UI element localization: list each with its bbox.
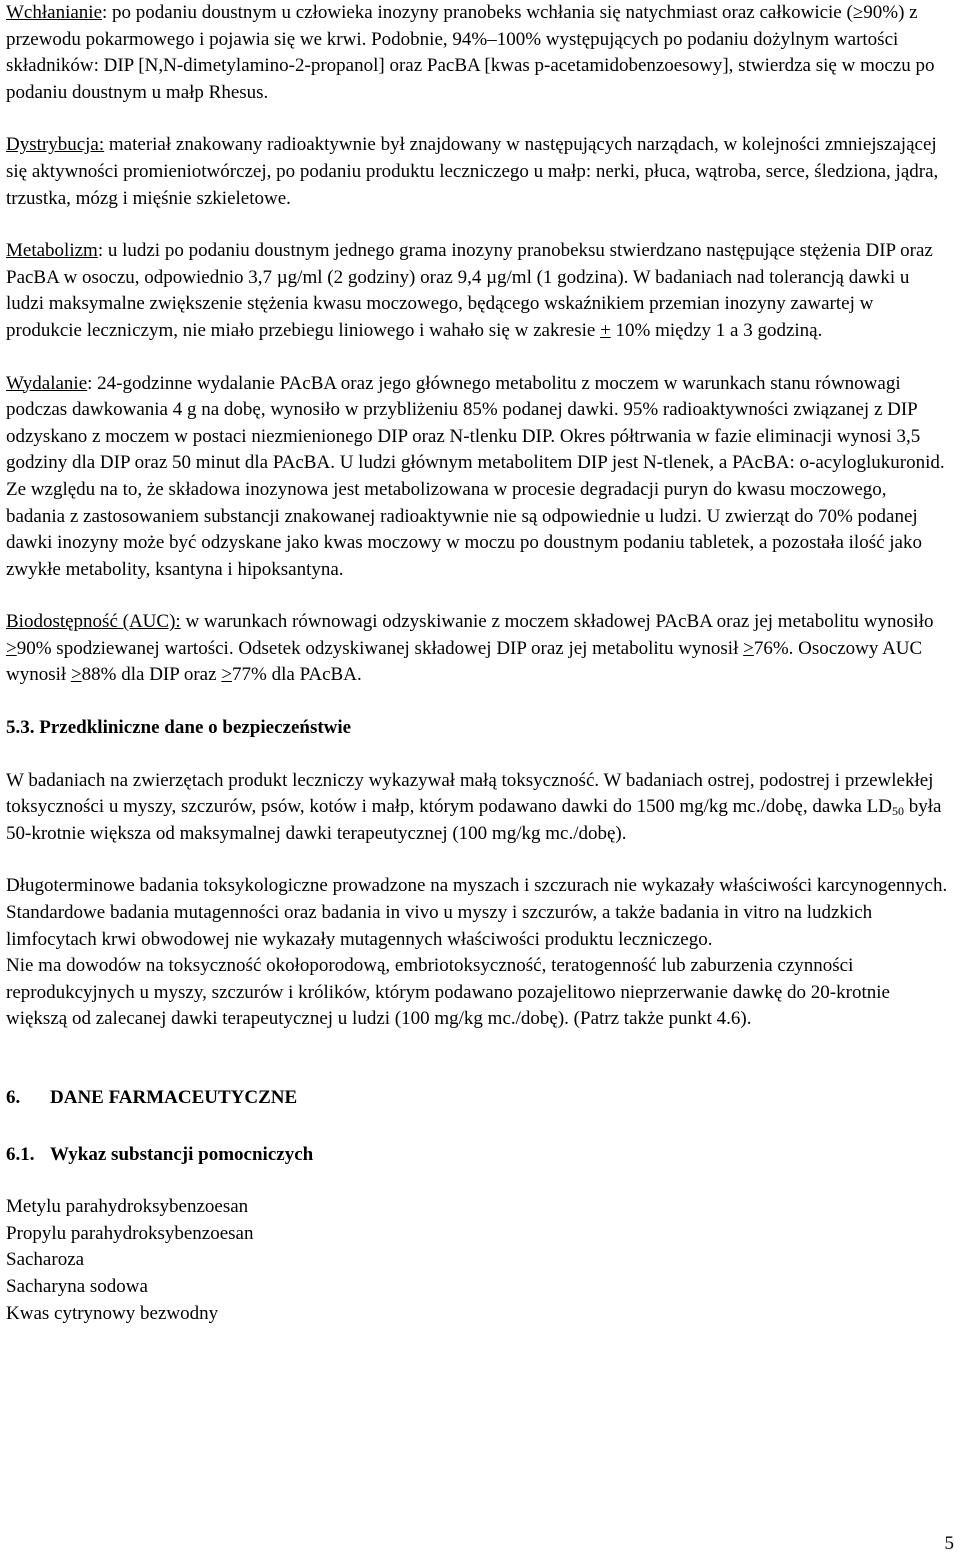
text-wchlanianie-1: : po podaniu doustnym u człowieka inozyny pranobeks wchłania się natychmiast oraz całkowicie (: [102, 2, 853, 23]
heading-6: [6, 1085, 948, 1112]
heading-6-1: [6, 1142, 948, 1169]
ge-symbol-3: >: [70, 664, 82, 686]
paragraph-wydalanie: [6, 371, 948, 584]
paragraph-biodostepnosc: [6, 609, 948, 689]
plus-minus-symbol: +: [600, 319, 611, 341]
text-metabolizm-2: 10% między 1 a 3 godziną.: [610, 319, 823, 341]
paragraph-5-3-mutagenicity: Standardowe badania mutagenności oraz badania in vivo u myszy i szczurów, a także badania in vitro na ludzkich limfocytach krwi obwodowej nie wykazały mutagennych właściwości produktu leczniczego.: [6, 902, 873, 950]
paragraph-dystrybucja: [6, 132, 948, 212]
list-item: Metylu parahydroksybenzoesan: [6, 1196, 249, 1218]
text-biodostepnosc-1: w warunkach równowagi odzyskiwanie z moczem składowej PAcBA oraz jej metabolitu wynosiło: [180, 611, 934, 633]
document-page: [6, 0, 948, 1327]
label-metabolizm: Metabolizm: [6, 240, 98, 262]
list-item: Propylu parahydroksybenzoesan: [6, 1222, 254, 1244]
text-biodostepnosc-4: 88% dla DIP oraz: [81, 664, 222, 686]
page-number: 5: [944, 1533, 954, 1554]
text-5-3-p1-a: W badaniach na zwierzętach produkt leczniczy wykazywał małą toksyczność. W badaniach ostrej, podostrej i przewlekłej toksyczności u myszy, szczurów, psów, kotów i małp, którym podawano dawki do 1500 mg/kg mc./dobę, dawka LD: [6, 769, 934, 818]
paragraph-metabolizm: [6, 238, 948, 344]
heading-6-title: DANE FARMACEUTYCZNE: [50, 1087, 298, 1108]
ge-symbol-2: >: [743, 637, 754, 659]
paragraph-5-3-carcinogenicity: Długoterminowe badania toksykologiczne prowadzone na myszach i szczurach nie wykazały właściwości karcynogennych.: [6, 875, 948, 897]
label-dystrybucja: Dystrybucja:: [6, 134, 105, 156]
text-metabolizm-1: : u ludzi po podaniu doustnym jednego grama inozyny pranobeksu stwierdzano następujące stężenia DIP oraz PacBA w osoczu, odpowiednio 3,7 µg/ml (2 godziny) oraz 9,4 µg/ml (1 godzina). W badaniach nad tolerancją dawki u ludzi maksymalne zwiększenie stężenia kwasu moczowego, będącego wskaźnikiem przemian inozyny zawartej w produkcie leczniczym, nie miało przebiegu liniowego i wahało się w zakresie: [6, 240, 933, 341]
list-item: Sacharyna sodowa: [6, 1275, 148, 1297]
heading-6-number: 6.: [6, 1087, 21, 1108]
label-biodostepnosc: Biodostępność (AUC):: [6, 611, 181, 633]
text-wchlanianie-2: 90%) z przewodu pokarmowego i pojawia się we krwi. Podobnie, 94%–100% występujących po podaniu dożylnym wartości składników: DIP [N,N-dimetylamino-2-propanol] oraz PacBA [kwas p-acetamidobenzoesowy], stwierdza się w moczu po podaniu doustnym u małp Rhesus.: [6, 2, 935, 103]
ld-subscript: 50: [891, 804, 904, 819]
text-biodostepnosc-5: 77% dla PAcBA.: [232, 664, 362, 686]
ge-symbol-1: >: [6, 637, 17, 659]
label-wydalanie: Wydalanie: [6, 372, 88, 394]
excipients-list: [6, 1194, 948, 1327]
heading-6-1-title: Wykaz substancji pomocniczych: [50, 1143, 314, 1165]
list-item: Kwas cytrynowy bezwodny: [6, 1302, 219, 1324]
ge-symbol: ≥: [852, 2, 864, 23]
list-item: Sacharoza: [6, 1249, 85, 1271]
text-biodostepnosc-2: 90% spodziewanej wartości. Odsetek odzyskiwanej składowej DIP oraz jej metabolitu wynosił: [16, 637, 744, 659]
text-biodostepnosc-3: 76%. Osoczowy AUC wynosił: [6, 637, 923, 686]
paragraph-5-3-reproductive: Nie ma dowodów na toksyczność okołoporodową, embriotoksyczność, teratogenność lub zaburzenia czynności reprodukcyjnych u myszy, szczurów i królików, którym podawano pozajelitowo nieprzerwanie dawkę do 20-krotnie większą od zalecanej dawki terapeutycznej u ludzi (100 mg/kg mc./dobę). (Patrz także punkt 4.6).: [6, 955, 890, 1030]
paragraph-5-3-toxicity: [6, 768, 948, 848]
text-5-3-p1-b: była 50-krotnie większa od maksymalnej dawki terapeutycznej (100 mg/kg mc./dobę).: [6, 796, 942, 844]
text-wydalanie: : 24-godzinne wydalanie PAcBA oraz jego głównego metabolitu z moczem w warunkach stanu równowagi podczas dawkowania 4 g na dobę, wynosiło w przybliżeniu 85% podanej dawki. 95% radioaktywności związanej z DIP odzyskano z moczem w postaci niezmienionego DIP oraz N-tlenku DIP. Okres półtrwania w fazie eliminacji wynosi 3,5 godziny dla DIP oraz 50 minut dla PAcBA. U ludzi głównym metabolitem DIP jest N-tlenek, a PAcBA: o-acyloglukuronid. Ze względu na to, że składowa inozynowa jest metabolizowana w procesie degradacji puryn do kwasu moczowego, badania z zastosowaniem substancji znakowanej radioaktywnie nie są odpowiednie u ludzi. U zwierząt do 70% podanej dawki inozyny może być odzyskane jako kwas moczowy w moczu po doustnym podaniu tabletek, a pozostała ilość jako zwykłe metabolity, ksantyna i hipoksantyna.: [6, 372, 945, 580]
label-wchlanianie: Wchłanianie: [6, 2, 103, 23]
heading-5-3: 5.3. Przedkliniczne dane o bezpieczeństwie: [6, 717, 352, 739]
ge-symbol-4: >: [221, 664, 233, 686]
text-dystrybucja: materiał znakowany radioaktywnie był znajdowany w następujących narządach, w kolejności zmniejszającej się aktywności promieniotwórczej, po podaniu produktu leczniczego u małp: nerki, płuca, wątroba, serce, śledziona, jądra, trzustka, mózg i mięśnie szkieletowe.: [6, 134, 939, 209]
paragraph-wchlanianie: [6, 0, 948, 106]
heading-6-1-number: 6.1.: [6, 1143, 35, 1165]
